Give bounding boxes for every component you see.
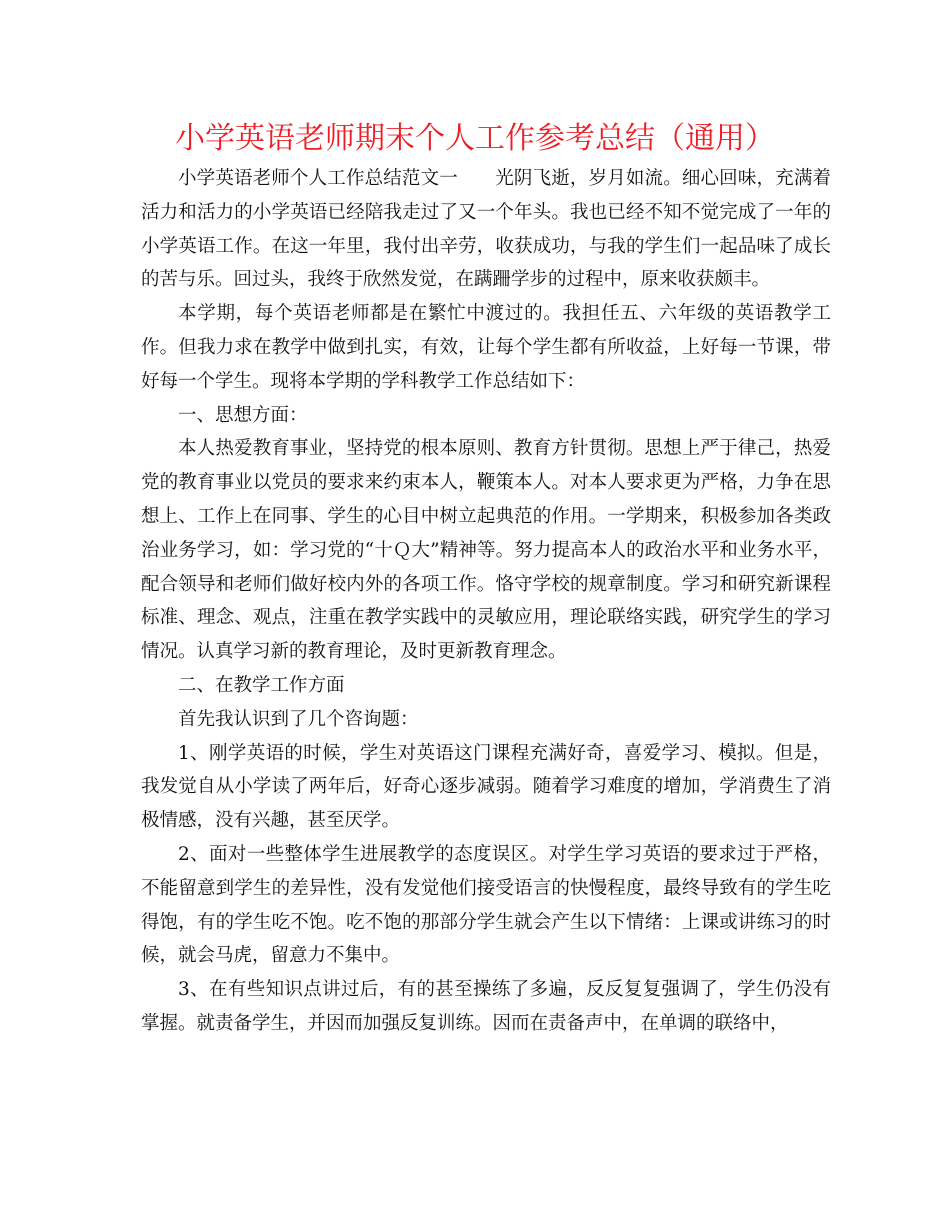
paragraph-intro: 小学英语老师个人工作总结范文一 光阴飞逝，岁月如流。细心回味，充满着活力和活力的小学英语已经陪我走过了又一个年头。我也已经不知不觉完成了一年的小学英语工作。在这一年里，我付出辛劳，收获成功，与我的学生们一起品味了成长的苦与乐。回过头，我终于欣然发觉，在蹒跚学步的过程中，原来收获颇丰。 — [141, 168, 831, 291]
paragraph-problem-3: 3、在有些知识点讲过后，有的甚至操练了多遍，反反复复强调了，学生仍没有掌握。就责备学生，并因而加强反复训练。因而在责备声中，在单调的联络中， — [141, 979, 831, 1034]
section-heading-teaching: 二、在教学工作方面 — [178, 674, 345, 696]
document-title: 小学英语老师期末个人工作参考总结（通用） — [175, 121, 775, 156]
section-heading-ideology: 一、思想方面： — [178, 404, 308, 426]
document-body — [141, 162, 831, 1041]
paragraph-problem-2: 2、面对一些整体学生进展教学的态度误区。对学生学习英语的要求过于严格，不能留意到学生的差异性，没有发觉他们接受语言的快慢程度，最终导致有的学生吃得饱，有的学生吃不饱。吃不饱的那部分学生就会产生以下情绪：上课或讲练习的时候，就会马虎，留意力不集中。 — [141, 843, 831, 967]
paragraph-problems-intro: 首先我认识到了几个咨询题： — [178, 708, 419, 730]
paragraph-ideology: 本人热爱教育事业，坚持党的根本原则、教育方针贯彻。思想上严于律己，热爱党的教育事业以党员的要求来约束本人，鞭策本人。对本人要求更为严格，力争在思想上、工作上在同事、学生的心目中树立起典范的作用。一学期来，积极参加各类政治业务学习，如：学习党的“十Ｑ大”精神等。努力提高本人的政治水平和业务水平，配合领导和老师们做好校内外的各项工作。恪守学校的规章制度。学习和研究新课程标准、理念、观点，注重在教学实践中的灵敏应用，理论联络实践，研究学生的学习情况。认真学习新的教育理论，及时更新教育理念。 — [141, 438, 831, 663]
paragraph-problem-1: 1、刚学英语的时候，学生对英语这门课程充满好奇，喜爱学习、模拟。但是，我发觉自从小学读了两年后，好奇心逐步减弱。随着学习难度的增加，学消费生了消极情感，没有兴趣，甚至厌学。 — [141, 742, 831, 832]
paragraph-semester: 本学期，每个英语老师都是在繁忙中渡过的。我担任五、六年级的英语教学工作。但我力求在教学中做到扎实，有效，让每个学生都有所收益，上好每一节课，带好每一个学生。现将本学期的学科教学工作总结如下： — [141, 303, 831, 392]
